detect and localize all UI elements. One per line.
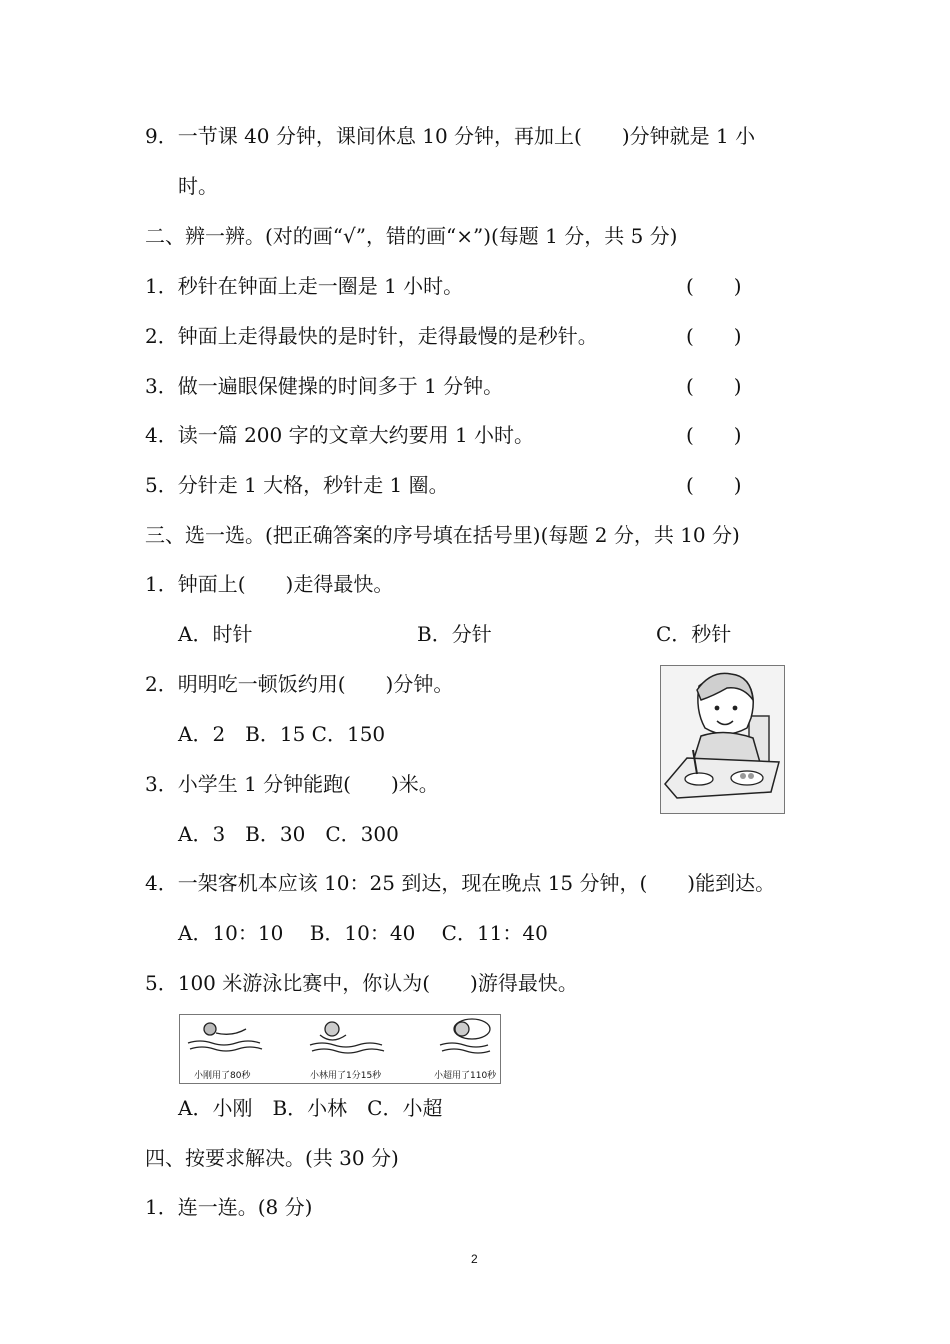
caption-xiaochao: 小超用了110秒 — [434, 1071, 497, 1081]
caption-xiaolin: 小林用了1分15秒 — [310, 1071, 382, 1081]
s3-q5-options: A．小刚 B．小林 C．小超 — [178, 1096, 443, 1120]
s3-q2-options: A．2 B．15 C．150 — [178, 722, 386, 746]
swimming-illustration — [179, 1014, 501, 1084]
s2-item-5: 5．分针走 1 大格，秒针走 1 圈。 — [145, 473, 449, 497]
s3-q1-option-b: B．分针 — [417, 622, 492, 646]
s2-bracket-3: ( ) — [686, 374, 742, 398]
page-number: 2 — [471, 1252, 478, 1266]
q9-line2: 时。 — [178, 174, 218, 198]
s2-item-2: 2．钟面上走得最快的是时针，走得最慢的是秒针。 — [145, 324, 598, 348]
s3-q3: 3．小学生 1 分钟能跑( )米。 — [145, 772, 439, 796]
s4-q1: 1．连一连。(8 分) — [145, 1195, 313, 1219]
s3-q5: 5．100 米游泳比赛中，你认为( )游得最快。 — [145, 971, 578, 995]
s3-q1-option-a: A．时针 — [178, 622, 253, 646]
s3-q3-options: A．3 B．30 C．300 — [178, 822, 399, 846]
s3-q2: 2．明明吃一顿饭约用( )分钟。 — [145, 672, 454, 696]
s3-q1: 1．钟面上( )走得最快。 — [145, 572, 394, 596]
boy-eating-illustration — [660, 665, 785, 814]
s3-q1-option-c: C．秒针 — [656, 622, 732, 646]
s3-q4-options: A．10：10 B．10：40 C．11：40 — [178, 921, 548, 945]
s3-q4: 4．一架客机本应该 10：25 到达，现在晚点 15 分钟，( )能到达。 — [145, 871, 776, 895]
section4-heading: 四、按要求解决。(共 30 分) — [145, 1146, 399, 1170]
s2-item-1: 1．秒针在钟面上走一圈是 1 小时。 — [145, 274, 464, 298]
section2-heading: 二、辨一辨。(对的画“√”，错的画“×”)(每题 1 分，共 5 分) — [145, 224, 678, 248]
s2-bracket-2: ( ) — [686, 324, 742, 348]
s2-item-4: 4．读一篇 200 字的文章大约要用 1 小时。 — [145, 423, 535, 447]
q9-line1: 9．一节课 40 分钟，课间休息 10 分钟，再加上( )分钟就是 1 小 — [145, 124, 756, 148]
caption-xiaogang: 小刚用了80秒 — [194, 1071, 251, 1081]
s2-bracket-5: ( ) — [686, 473, 742, 497]
section3-heading: 三、选一选。(把正确答案的序号填在括号里)(每题 2 分，共 10 分) — [145, 523, 740, 547]
s2-item-3: 3．做一遍眼保健操的时间多于 1 分钟。 — [145, 374, 504, 398]
s2-bracket-1: ( ) — [686, 274, 742, 298]
s2-bracket-4: ( ) — [686, 423, 742, 447]
